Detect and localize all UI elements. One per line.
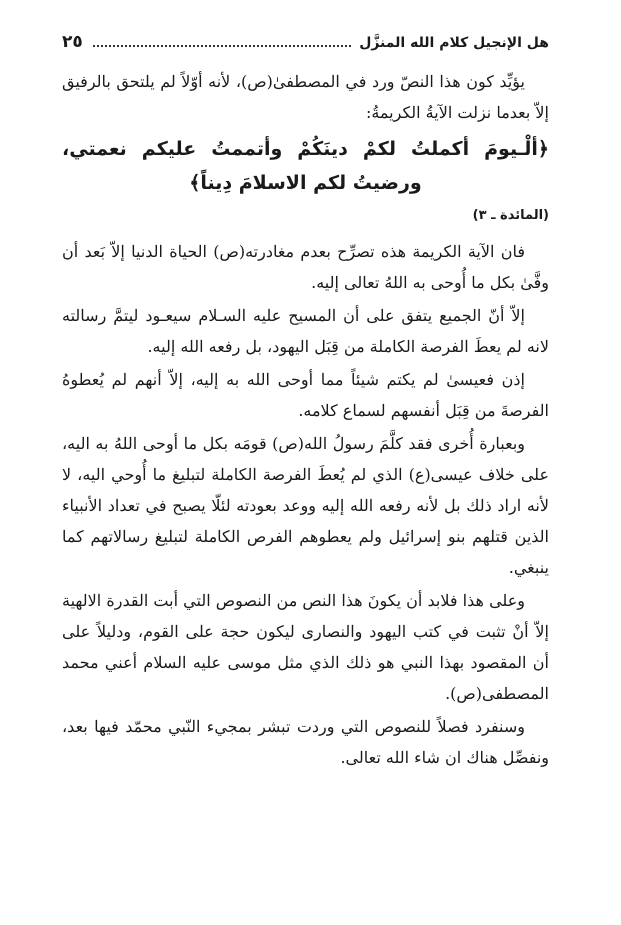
paragraph-2: فان الآية الكريمة هذه تصرِّح بعدم مغادرته(ص) الحياة الدنيا إلاّ بَعد أن وفَّىٰ بكل ما أُوحى به اللهُ تعالى إليه. (62, 242, 549, 292)
page-header (62, 30, 549, 56)
paragraph-1: يؤيِّد كون هذا النصّ ورد في المصطفىٰ(ص)، لأنه أوّلاً لم يلتحق بالرفيق إلاّ بعدما نزلت الآيةُ الكريمةُ: (62, 72, 549, 122)
page-number: ٢٥ (62, 32, 83, 52)
paragraph-4: إذن فعيسىٰ لم يكتم شيئاً مما أوحى الله به إليه، إلاّ أنهم لم يُعطوهُ الفرصةَ من قِبَل أنفسهم لسماع كلامه. (62, 370, 549, 420)
running-title: هل الإنجيل كلام الله المنزَّل (359, 35, 549, 51)
paragraph-6: وعلى هذا فلابد أن يكونَ هذا النص من النصوص التي أبت القدرة الالهية إلاّ أنْ تثبت في كتب اليهود والنصارى ليكون حجة على القوم، ودليلاً على أن المقصود بهذا النبي هو ذلك الذي مثل موسى عليه السلام أعني محمد المصطفى(ص). (62, 591, 549, 703)
paragraph-3: إلاّ أنّ الجميع يتفق على أن المسيح عليه السـلام سيعـود ليتمَّ رسالته لانه لم يعطَ الفرصة الكاملة من قِبَل اليهود، بل رفعه الله إليه. (62, 306, 549, 356)
dotted-leader (93, 45, 351, 47)
quranic-verse: ﴿ألْـيومَ أكملتُ لكمْ دينَكُمْ وأتممتُ عليكم نعمتي، ورضيتُ لكم الاسلامَ دِيناً﴾ (62, 138, 549, 194)
paragraph-7: وسنفرد فصلاً للنصوص التي وردت تبشر بمجيء النّبي محمّد فيها بعد، ونفصِّل هناك ان شاء الله تعالى. (62, 717, 549, 767)
paragraph-5: وبعبارة أُخرى فقد كلَّمَ رسولُ الله(ص) قومَه بكل ما أوحى اللهُ به اليه، على خلاف عيسى(ع) الذي لم يُعطَ الفرصة الكاملة لتبليغ ما أُوحي اليه، لا لأنه اراد ذلك بل لأنه رفعه الله إليه ووعد بعودته لئلّا يصبح في تعداد الأنبياء الذين قتلهم بنو إسرائيل ولم يعطوهم الفرص الكاملة لتبليغ رسالاتهم كما ينبغي. (62, 434, 549, 577)
verse-citation: (المائدة ـ ٣) (472, 208, 549, 223)
